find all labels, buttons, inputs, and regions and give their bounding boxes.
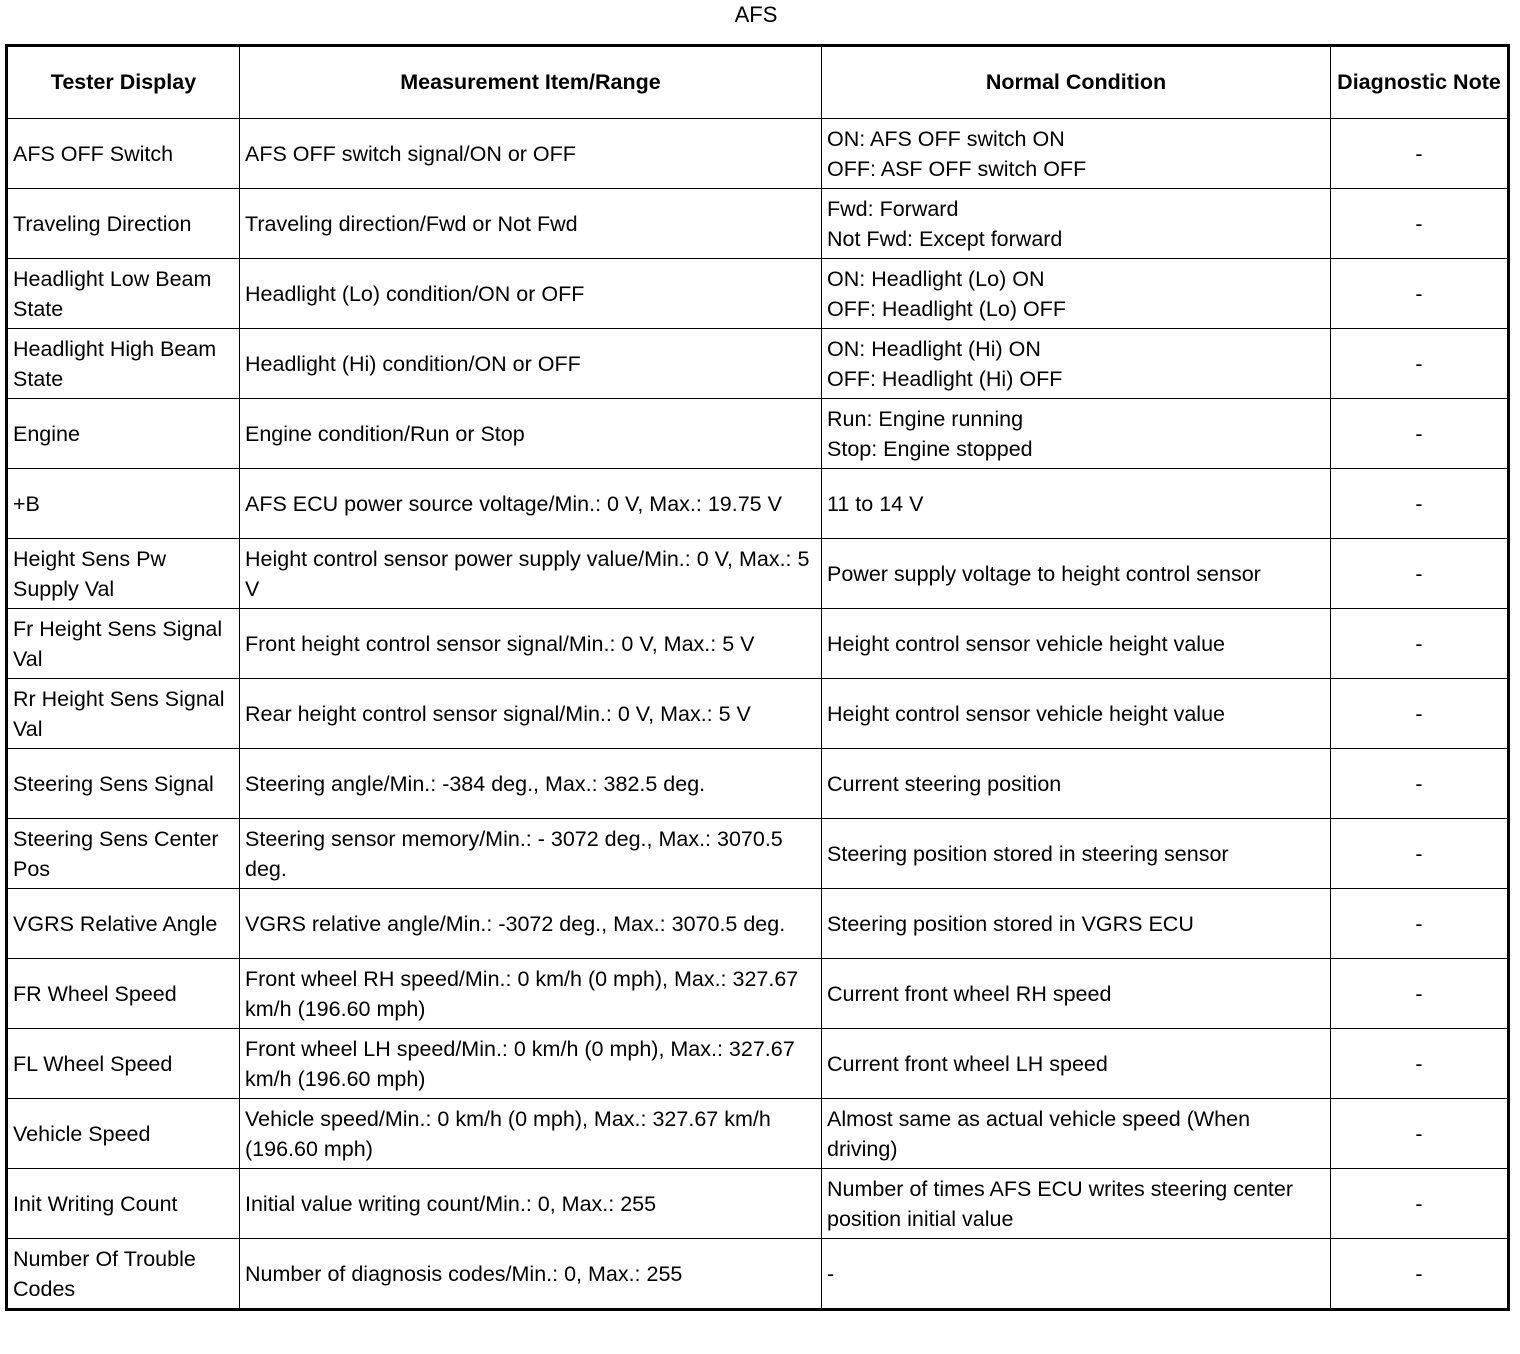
diagnostic-note-cell	[1331, 259, 1509, 329]
measurement-cell	[240, 469, 822, 539]
cell-text: Number of times AFS ECU writes steering center position initial value	[827, 1176, 1293, 1231]
cell-text: Current front wheel RH speed	[827, 981, 1112, 1006]
normal-condition-cell	[822, 1099, 1331, 1169]
cell-text: Height control sensor vehicle height value	[827, 631, 1225, 656]
normal-condition-cell	[822, 679, 1331, 749]
cell-text: -	[1415, 351, 1423, 376]
cell-text: -	[827, 1261, 835, 1286]
cell-text: -	[1415, 1191, 1423, 1216]
measurement-cell	[240, 819, 822, 889]
tester-display-cell	[7, 189, 240, 259]
tester-display-cell	[7, 609, 240, 679]
cell-text: Vehicle Speed	[13, 1121, 151, 1146]
cell-text: Headlight (Lo) condition/ON or OFF	[245, 281, 585, 306]
normal-condition-cell	[822, 819, 1331, 889]
table-row	[7, 819, 1509, 889]
cell-text: Vehicle speed/Min.: 0 km/h (0 mph), Max.: 327.67 km/h (196.60 mph)	[245, 1106, 771, 1161]
cell-text: Run: Engine running Stop: Engine stopped	[827, 406, 1033, 461]
cell-text: AFS OFF Switch	[13, 141, 174, 166]
normal-condition-cell	[822, 1239, 1331, 1310]
measurement-cell	[240, 1239, 822, 1310]
cell-text: -	[1415, 981, 1423, 1006]
normal-condition-cell	[822, 469, 1331, 539]
table-row	[7, 1029, 1509, 1099]
header-row	[7, 46, 1509, 119]
diagnostic-note-cell	[1331, 399, 1509, 469]
table-row	[7, 1099, 1509, 1169]
measurement-cell	[240, 1029, 822, 1099]
tester-display-cell	[7, 749, 240, 819]
tester-display-cell	[7, 1169, 240, 1239]
cell-text: Height Sens Pw Supply Val	[13, 546, 166, 601]
table-row	[7, 469, 1509, 539]
tester-display-cell	[7, 329, 240, 399]
tester-display-cell	[7, 259, 240, 329]
table-row	[7, 259, 1509, 329]
cell-text: AFS ECU power source voltage/Min.: 0 V, Max.: 19.75 V	[245, 491, 782, 516]
cell-text: Almost same as actual vehicle speed (When driving)	[827, 1106, 1251, 1161]
cell-text: -	[1415, 491, 1423, 516]
table-row	[7, 399, 1509, 469]
measurement-cell	[240, 889, 822, 959]
cell-text: Steering sensor memory/Min.: - 3072 deg., Max.: 3070.5 deg.	[245, 826, 783, 881]
tester-display-cell	[7, 679, 240, 749]
measurement-cell	[240, 119, 822, 189]
measurement-cell	[240, 329, 822, 399]
tester-display-cell	[7, 469, 240, 539]
diagnostic-note-cell	[1331, 609, 1509, 679]
cell-text: -	[1415, 211, 1423, 236]
diagnostic-note-cell	[1331, 1169, 1509, 1239]
normal-condition-cell	[822, 399, 1331, 469]
cell-text: -	[1415, 911, 1423, 936]
measurement-cell	[240, 259, 822, 329]
table-row	[7, 329, 1509, 399]
tester-display-cell	[7, 539, 240, 609]
measurement-cell	[240, 959, 822, 1029]
diagnostic-note-cell	[1331, 1029, 1509, 1099]
table-row	[7, 749, 1509, 819]
normal-condition-cell	[822, 119, 1331, 189]
cell-text: Steering Sens Signal	[13, 771, 214, 796]
diagnostic-note-cell	[1331, 679, 1509, 749]
cell-text: Init Writing Count	[13, 1191, 178, 1216]
table-row	[7, 889, 1509, 959]
diagnostic-note-cell	[1331, 889, 1509, 959]
cell-text: Steering angle/Min.: -384 deg., Max.: 382.5 deg.	[245, 771, 706, 796]
tester-display-cell	[7, 1239, 240, 1310]
table-row	[7, 189, 1509, 259]
cell-text: -	[1415, 561, 1423, 586]
diagnostic-note-cell	[1331, 119, 1509, 189]
measurement-cell	[240, 1169, 822, 1239]
cell-text: ON: AFS OFF switch ON OFF: ASF OFF switch OFF	[827, 126, 1087, 181]
cell-text: +B	[13, 491, 40, 516]
normal-condition-cell	[822, 749, 1331, 819]
tester-display-cell	[7, 889, 240, 959]
measurement-cell	[240, 189, 822, 259]
normal-condition-cell	[822, 889, 1331, 959]
normal-condition-cell	[822, 329, 1331, 399]
tester-display-cell	[7, 399, 240, 469]
cell-text: Power supply voltage to height control sensor	[827, 561, 1261, 586]
diagnostic-note-cell	[1331, 469, 1509, 539]
cell-text: FL Wheel Speed	[13, 1051, 173, 1076]
tester-display-cell	[7, 1029, 240, 1099]
cell-text: -	[1415, 281, 1423, 306]
cell-text: Front height control sensor signal/Min.: 0 V, Max.: 5 V	[245, 631, 755, 656]
cell-text: Steering position stored in steering sensor	[827, 841, 1229, 866]
normal-condition-cell	[822, 609, 1331, 679]
cell-text: Engine	[13, 421, 80, 446]
diagnostic-note-cell	[1331, 1239, 1509, 1310]
tester-display-cell	[7, 819, 240, 889]
cell-text: Traveling Direction	[13, 211, 192, 236]
cell-text: VGRS Relative Angle	[13, 911, 218, 936]
table-body	[7, 119, 1509, 1310]
cell-text: -	[1415, 841, 1423, 866]
measurement-cell	[240, 1099, 822, 1169]
table-row	[7, 679, 1509, 749]
cell-text: Number Of Trouble Codes	[13, 1246, 196, 1301]
normal-condition-cell	[822, 189, 1331, 259]
cell-text: 11 to 14 V	[827, 491, 924, 516]
cell-text: -	[1415, 1051, 1423, 1076]
cell-text: Rr Height Sens Signal Val	[13, 686, 225, 741]
normal-condition-cell	[822, 1169, 1331, 1239]
tester-display-cell	[7, 959, 240, 1029]
cell-text: Headlight Low Beam State	[13, 266, 212, 321]
cell-text: -	[1415, 631, 1423, 656]
cell-text: -	[1415, 1121, 1423, 1146]
table-row	[7, 1169, 1509, 1239]
cell-text: Front wheel LH speed/Min.: 0 km/h (0 mph), Max.: 327.67 km/h (196.60 mph)	[245, 1036, 795, 1091]
cell-text: FR Wheel Speed	[13, 981, 177, 1006]
cell-text: Headlight High Beam State	[13, 336, 217, 391]
cell-text: Height control sensor vehicle height value	[827, 701, 1225, 726]
cell-text: -	[1415, 771, 1423, 796]
normal-condition-cell	[822, 959, 1331, 1029]
header-diagnostic-note: Diagnostic Note	[1331, 46, 1509, 119]
cell-text: Current steering position	[827, 771, 1062, 796]
measurement-cell	[240, 749, 822, 819]
diagnostic-note-cell	[1331, 1099, 1509, 1169]
cell-text: -	[1415, 141, 1423, 166]
header-tester-display: Tester Display	[7, 46, 240, 119]
cell-text: -	[1415, 421, 1423, 446]
cell-text: VGRS relative angle/Min.: -3072 deg., Max.: 3070.5 deg.	[245, 911, 786, 936]
table-row	[7, 539, 1509, 609]
cell-text: Engine condition/Run or Stop	[245, 421, 525, 446]
normal-condition-cell	[822, 539, 1331, 609]
tester-display-cell	[7, 119, 240, 189]
tester-display-cell	[7, 1099, 240, 1169]
normal-condition-cell	[822, 259, 1331, 329]
header-normal-condition: Normal Condition	[822, 46, 1331, 119]
cell-text: Steering Sens Center Pos	[13, 826, 219, 881]
cell-text: AFS OFF switch signal/ON or OFF	[245, 141, 576, 166]
measurement-cell	[240, 399, 822, 469]
cell-text: ON: Headlight (Lo) ON OFF: Headlight (Lo) OFF	[827, 266, 1066, 321]
cell-text: Headlight (Hi) condition/ON or OFF	[245, 351, 581, 376]
measurement-cell	[240, 539, 822, 609]
page-title: AFS	[734, 2, 778, 27]
table-row	[7, 119, 1509, 189]
cell-text: Height control sensor power supply value/Min.: 0 V, Max.: 5 V	[245, 546, 810, 601]
header-measurement-item: Measurement Item/Range	[240, 46, 822, 119]
cell-text: Current front wheel LH speed	[827, 1051, 1108, 1076]
diagnostic-note-cell	[1331, 959, 1509, 1029]
cell-text: Fr Height Sens Signal Val	[13, 616, 223, 671]
table-row	[7, 1239, 1509, 1310]
cell-text: Fwd: Forward Not Fwd: Except forward	[827, 196, 1063, 251]
normal-condition-cell	[822, 1029, 1331, 1099]
diagnostic-note-cell	[1331, 189, 1509, 259]
cell-text: Traveling direction/Fwd or Not Fwd	[245, 211, 578, 236]
cell-text: -	[1415, 1261, 1423, 1286]
diagnostic-note-cell	[1331, 539, 1509, 609]
measurement-cell	[240, 609, 822, 679]
cell-text: Rear height control sensor signal/Min.: 0 V, Max.: 5 V	[245, 701, 751, 726]
diagnostic-note-cell	[1331, 819, 1509, 889]
table-row	[7, 609, 1509, 679]
cell-text: Number of diagnosis codes/Min.: 0, Max.: 255	[245, 1261, 683, 1286]
cell-text: Steering position stored in VGRS ECU	[827, 911, 1194, 936]
diagnostic-note-cell	[1331, 329, 1509, 399]
cell-text: Front wheel RH speed/Min.: 0 km/h (0 mph), Max.: 327.67 km/h (196.60 mph)	[245, 966, 799, 1021]
afs-data-table	[5, 44, 1510, 1311]
measurement-cell	[240, 679, 822, 749]
cell-text: -	[1415, 701, 1423, 726]
cell-text: ON: Headlight (Hi) ON OFF: Headlight (Hi) OFF	[827, 336, 1063, 391]
table-row	[7, 959, 1509, 1029]
diagnostic-note-cell	[1331, 749, 1509, 819]
cell-text: Initial value writing count/Min.: 0, Max.: 255	[245, 1191, 657, 1216]
